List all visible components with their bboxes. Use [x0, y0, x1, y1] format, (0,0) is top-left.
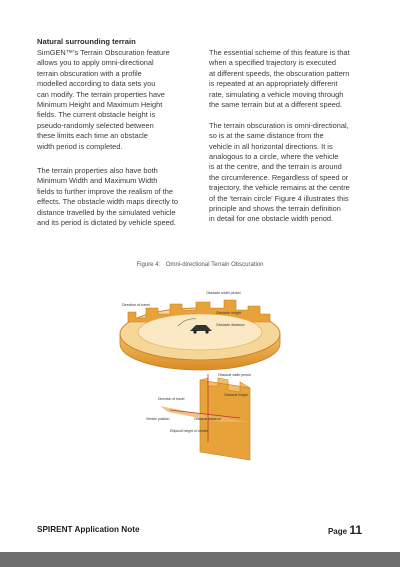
text-line: the circumference. Regardless of speed or — [209, 172, 349, 182]
bottom-bar — [0, 552, 400, 567]
text-line: effects. The obstacle width maps directly to — [37, 197, 179, 207]
section-heading: Natural surrounding terrain — [37, 37, 136, 46]
text-line: width period is completed. — [37, 141, 123, 151]
text-line: of the 'terrain circle' Figure 4 illustrates this — [209, 193, 349, 203]
label-obstacle-distance-detail: Obstacle distance — [194, 417, 221, 421]
page-number-value: 11 — [349, 523, 362, 537]
text-line: modelled according to data sets you — [37, 79, 156, 89]
label-obstacle-width-period-detail: Obstacle width period — [218, 373, 251, 377]
figure-title: Omni-directional Terrain Obscuration — [165, 262, 264, 268]
terrain-circle — [120, 300, 280, 370]
text-line: when a specified trajectory is executed — [209, 58, 336, 68]
text-line: fields. The current obstacle height is — [37, 110, 156, 120]
text-line: Minimum Width and Maximum Width — [37, 176, 158, 186]
left-paragraph-2 — [37, 166, 207, 228]
label-direction-of-travel-detail: Direction of travel — [158, 397, 185, 401]
text-line: rate, simulating a vehicle moving through — [209, 89, 344, 99]
text-line: these limits each time an obstacle — [37, 131, 148, 141]
text-line: allows you to apply omni-directional — [37, 58, 154, 68]
text-line: The essential scheme of this feature is that — [209, 48, 350, 57]
text-line: analogous to a circle, where the vehicle — [209, 152, 339, 162]
text-line: vehicle in all horizontal directions. It is — [209, 141, 333, 151]
page-label: Page — [327, 527, 348, 536]
label-vehicle-position: Vehicle position — [146, 417, 170, 421]
text-line: can modify. The terrain properties have — [37, 89, 165, 99]
text-line: Minimum Height and Maximum Height — [37, 100, 163, 110]
label-ellipsoid-height: Ellipsoid height of vehicle — [170, 429, 209, 433]
right-paragraph-1 — [209, 48, 379, 110]
right-paragraph-2 — [209, 121, 379, 225]
text-line: at different speeds, the obscuration pattern — [209, 68, 350, 78]
right-column — [209, 48, 379, 235]
text-line: distance travelled by the simulated vehicle — [37, 207, 176, 217]
left-column — [37, 48, 207, 239]
text-line: is repeated at an appropriately different — [209, 79, 338, 89]
terrain-figure — [100, 282, 320, 462]
page-number — [328, 523, 362, 537]
figure-caption — [0, 262, 400, 268]
terrain-diagram — [100, 282, 320, 462]
left-paragraph-1 — [37, 48, 207, 152]
text-line: the same terrain but at a different speed. — [209, 100, 342, 110]
text-line: pseudo-randomly selected between — [37, 120, 154, 130]
text-line: SimGEN™'s Terrain Obscuration feature — [37, 48, 170, 57]
footer-title: SPIRENT Application Note — [37, 525, 140, 534]
text-line: principle and shows the terrain definition — [209, 204, 341, 214]
label-obstacle-height: Obstacle height — [216, 311, 241, 315]
text-line: The terrain properties also have both — [37, 166, 158, 176]
text-line: fields to further improve the realism of the — [37, 186, 173, 196]
figure-number: Figure 4: — [136, 262, 161, 268]
text-line: trajectory, the vehicle remains at the centre — [209, 183, 350, 193]
text-line: is at the centre, and the terrain is around — [209, 162, 342, 172]
text-line: so is at the same distance from the — [209, 131, 324, 141]
label-obstacle-width-period: Obstacle width period — [206, 291, 241, 295]
text-line: The terrain obscuration is omni-directional, — [209, 120, 349, 130]
text-line: terrain obscuration with a profile — [37, 68, 142, 78]
label-direction-of-travel: Direction of travel — [122, 303, 150, 307]
label-obstacle-distance: Obstacle distance — [216, 323, 245, 327]
label-obstacle-height-detail: Obstacle height — [224, 393, 248, 397]
text-line: and its period is dictated by vehicle speed. — [37, 218, 176, 228]
text-line: in detail for one obstacle width period. — [209, 214, 334, 224]
